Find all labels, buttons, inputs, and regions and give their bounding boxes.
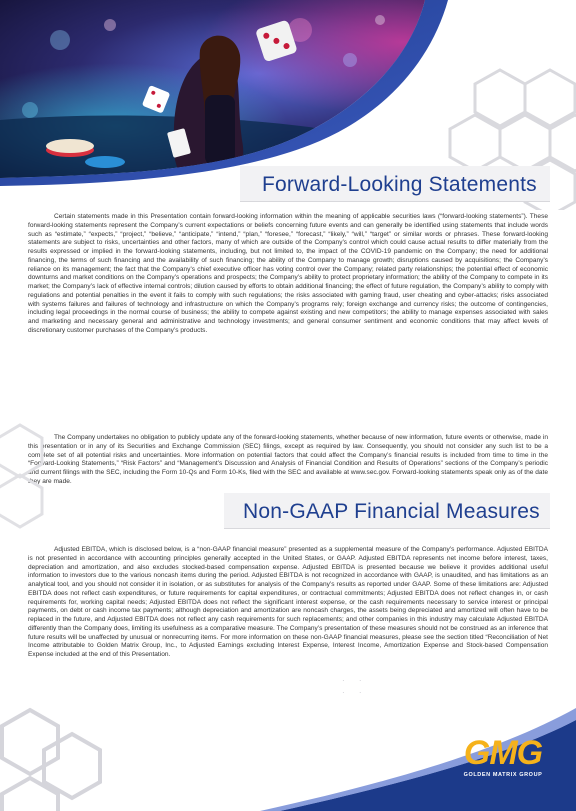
logo-tagline: GOLDEN MATRIX GROUP	[463, 772, 543, 778]
forward-looking-paragraph-1	[28, 213, 548, 336]
logo-mark: GMG	[463, 734, 543, 772]
non-gaap-paragraph-1	[28, 546, 548, 660]
section-title-forward-looking: Forward-Looking Statements	[262, 173, 537, 196]
gmg-logo	[448, 735, 558, 779]
section-title-non-gaap: Non-GAAP Financial Measures	[243, 500, 540, 523]
hexagon-pattern-icon	[0, 420, 60, 530]
decorative-dots: · ·	[342, 676, 368, 685]
forward-looking-paragraph-2	[28, 434, 548, 487]
paragraph-text: Certain statements made in this Presentation contain forward-looking information within the meaning of applicable securities laws (“forward-looking statements”). These forward-looking statements represent the Company’s current expectations or beliefs concerning future events and can generally be identified using statements that include words such as “estimate,” “expects,” “project,” “believe,” “anticipate,” “intend,” “plan,” “foresee,” “forecast,” “likely,” “will,” “target” or similar words or phrases. These forward-looking statements are subject to risks, uncertainties and other factors, many of which are outside of the Company’s control which could cause actual results to differ materially from the results expressed or implied in the forward-looking statements, including, but not limited to, the impact of the COVID-19 pandemic on the Company; the need for additional financing, the terms of such financing and the availability of such financing; the ability of the Company to manage growth; disruptions caused by acquisitions; the Company’s reliance on its management; the fact that the Company’s chief executive officer has voting control over the Company; related party relationships; the potential effect of economic downturns and market conditions on the Company’s operations and prospects; the Company’s ability to protect proprietary information; the ability of the Company to compete in its market; the Company’s lack of effective internal controls; dilution caused by efforts to obtain additional financing; the effect of future regulation, the Company’s ability to comply with regulations and potential penalties in the event it fails to comply with such regulations; the risks associated with gaming fraud, user cheating and cyber-attacks; risks associated with systems failures and failures of technology and infrastructure on which the Company’s programs rely; foreign exchange and currency risks; the outcome of contingencies, including legal proceedings in the normal course of business; the ability to compete against existing and new competitors; the ability to manage expenses associated with sales and marketing and necessary general and administrative and technology investments; and general consumer sentiment and economic conditions that may affect levels of discretionary customer purchases of the Company’s products.	[28, 213, 548, 334]
hexagon-pattern-icon	[0, 700, 120, 811]
decorative-dots: · ·	[342, 688, 368, 697]
paragraph-text: Adjusted EBITDA, which is disclosed below, is a “non-GAAP financial measure” presented as a supplemental measure of the Company’s performance. Adjusted EBITDA is not presented in accordance with accounting principles generally accepted in the United States, or GAAP. Adjusted EBITDA represents net income before interest, taxes, depreciation and amortization, and also excludes stocked-based compensation expense. Adjusted EBITDA is presented because we believe it provides additional useful information to investors due to the various noncash items during the period. Adjusted EBITDA is not recognized in accordance with GAAP, is unaudited, and has limitations as an analytical tool, and you should not consider it in isolation, or as substitutes for analysis of the Company’s results as reported under GAAP. Some of these limitations are: Adjusted EBITDA does not reflect cash expenditures, or future requirements for capital expenditures, or contractual commitments; Adjusted EBITDA does not reflect changes in, or cash requirements for, working capital needs; Adjusted EBITDA does not reflect the significant interest expense, or the cash requirements necessary to service interest or principal payments, on debt or cash income tax payments; although depreciation and amortization are noncash charges, the assets being depreciated and amortized will often have to be replaced in the future, and Adjusted EBITDA does not reflect any cash requirements for such replacements; and other companies in this industry may calculate Adjusted EBITDA differently than the Company does, limiting its usefulness as a comparative measure. The Company’s presentation of these measures should not be construed as an inference that future results will be unaffected by unusual or nonrecurring items. For more information on these non-GAAP financial measures, please see the section titled “Reconciliation of Net Income attributable to Golden Matrix Group, Inc., to Adjusted Earnings excluding Interest Expense, Interest Income, Amortization Expense and Stock-based Compensation Expense included at the end of this Presentation.	[28, 546, 548, 658]
paragraph-text: The Company undertakes no obligation to publicly update any of the forward-looking statements, whether because of new information, future events or otherwise, made in this presentation or in any of its Securities and Exchange Commission (SEC) filings, except as required by law. Consequently, you should not consider any such list to be a complete set of all potential risks and uncertainties. More information on potential factors that could affect the Company’s financial results is included from time to time in the “Forward-Looking Statements,” “Risk Factors” and “Management’s Discussion and Analysis of Financial Condition and Results of Operations” sections of the Company’s periodic and current filings with the SEC, including the Form 10-Qs and Form 10-Ks, filed with the SEC and available at www.sec.gov. Forward-looking statements speak only as of the date they are made.	[28, 434, 548, 485]
